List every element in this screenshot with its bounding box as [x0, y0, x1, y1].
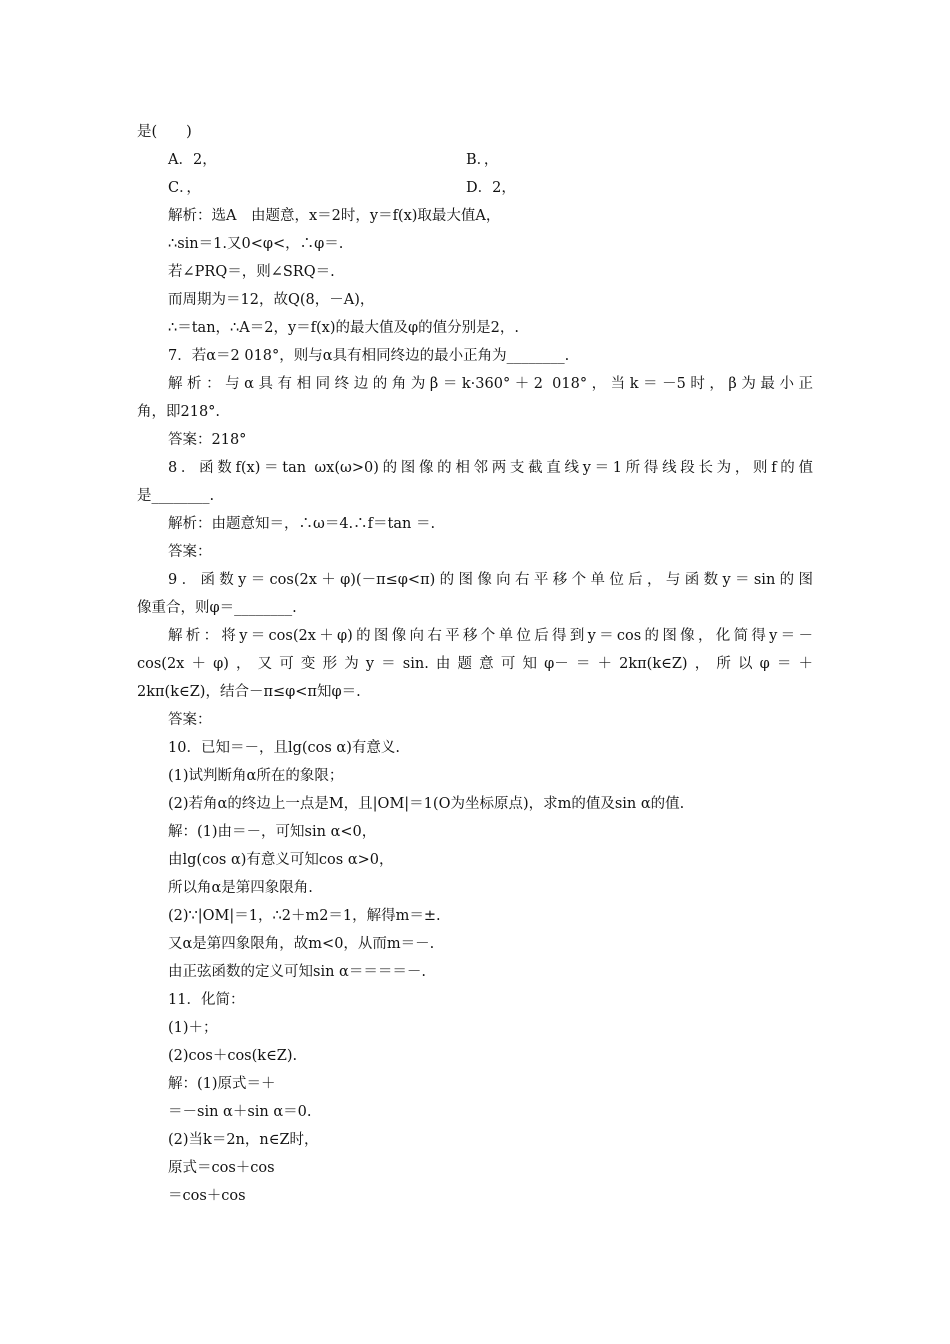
text-line: ∴sin＝1.又0<φ<，∴φ＝.: [168, 236, 344, 252]
text-line: ＝cos＋cos: [168, 1188, 246, 1204]
text-line: 而周期为＝12，故Q(8，－A)，: [168, 292, 375, 308]
text-line: (2)∵|OM|＝1，∴2＋m2＝1，解得m＝±.: [168, 908, 441, 924]
text-line: 解析：将y＝cos(2x＋φ)的图像向右平移个单位后得到y＝cos的图像，化简得y＝－: [168, 628, 813, 644]
text-line: ＝－sin α＋sin α＝0.: [168, 1104, 312, 1120]
question-9: 9．函数y＝cos(2x＋φ)(－π≤φ<π)的图像向右平移个单位后，与函数y＝sin的图: [168, 572, 813, 588]
answer-line: 答案：218°: [168, 432, 247, 448]
text-line: cos(2x＋φ)，又可变形为y＝sin.由题意可知φ－＝＋2kπ(k∈Z)，所以φ＝＋: [137, 656, 813, 672]
text-line: 角，即218°.: [137, 404, 221, 420]
text-line: 解析：由题意知＝，∴ω＝4.∴f＝tan ＝.: [168, 516, 436, 532]
option-a: A．2，: [168, 152, 217, 168]
question-8: 8．函数f(x)＝tan ωx(ω>0)的图像的相邻两支截直线y＝1所得线段长为，则f的值: [168, 460, 813, 476]
text-line: 是________.: [137, 488, 215, 504]
text-line: (1)试判断角α所在的象限；: [168, 768, 344, 784]
text-line: 由正弦函数的定义可知sin α＝＝＝＝－.: [168, 964, 426, 980]
text-line: (2)当k＝2n，n∈Z时，: [168, 1132, 319, 1148]
text-line: 解析：与α具有相同终边的角为β＝k·360°＋2 018°，当k＝－5时，β为最小正: [168, 376, 813, 392]
answer-line: 答案：: [168, 712, 212, 728]
text-line: 由lg(cos α)有意义可知cos α>0，: [168, 852, 394, 868]
text-line: 解析：选A 由题意，x＝2时，y＝f(x)取最大值A，: [168, 208, 501, 224]
text-line: 2kπ(k∈Z)，结合－π≤φ<π知φ＝.: [137, 684, 361, 700]
option-b: B．，: [466, 152, 499, 168]
option-d: D．2，: [466, 180, 516, 196]
text-line: 原式＝cos＋cos: [168, 1160, 275, 1176]
question-10: 10．已知＝－，且lg(cos α)有意义.: [168, 740, 400, 756]
text-line: 所以角α是第四象限角.: [168, 880, 313, 896]
text-line: 像重合，则φ＝________.: [137, 600, 297, 616]
text-line: (2)cos＋cos(k∈Z).: [168, 1048, 298, 1064]
answer-line: 答案：: [168, 544, 212, 560]
option-c: C．，: [168, 180, 201, 196]
text-line: (1)＋；: [168, 1020, 218, 1036]
text-line: 若∠PRQ＝，则∠SRQ＝.: [168, 264, 335, 280]
text-line: ∴＝tan，∴A＝2，y＝f(x)的最大值及φ的值分别是2，.: [168, 320, 519, 336]
question-11: 11．化简：: [168, 992, 245, 1008]
text-line: 解：(1)原式＝＋: [168, 1076, 276, 1092]
question-7: 7．若α＝2 018°，则与α具有相同终边的最小正角为________.: [168, 348, 570, 364]
text-line: 又α是第四象限角，故m<0，从而m＝－.: [168, 936, 435, 952]
text-line: (2)若角α的终边上一点是M，且|OM|＝1(O为坐标原点)，求m的值及sin α的值.: [168, 796, 685, 812]
text-line: 是( ): [137, 124, 192, 140]
text-line: 解：(1)由＝－，可知sin α<0，: [168, 824, 377, 840]
